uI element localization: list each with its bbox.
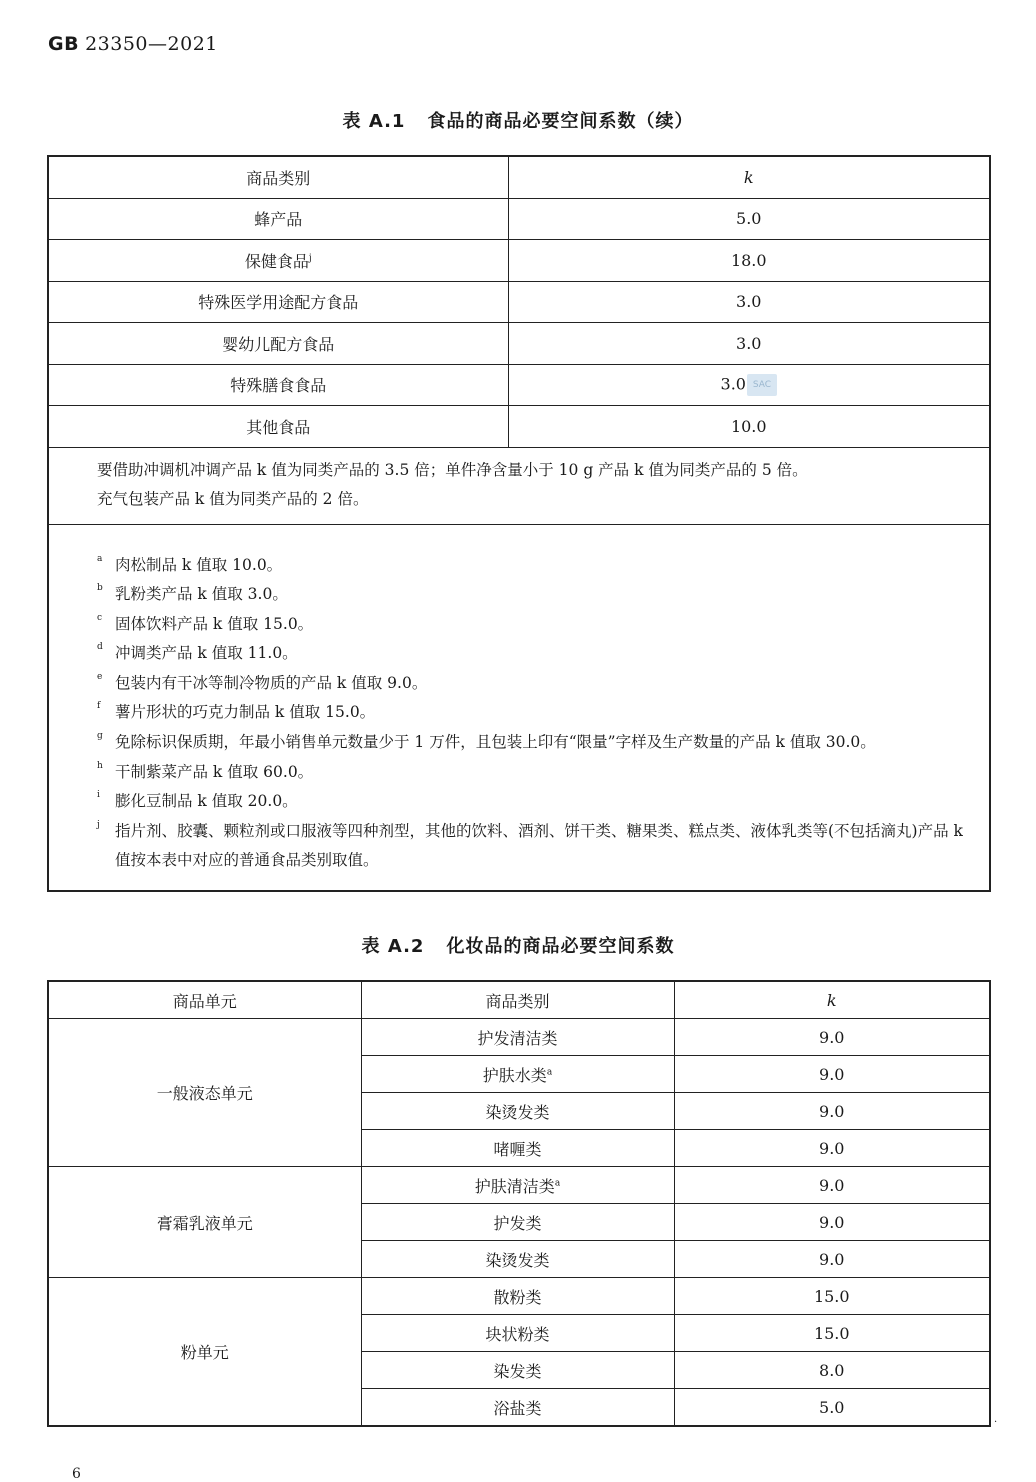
category-cell: 护肤水类$^a$ — [361, 1056, 674, 1093]
table-a2-caption-number: 表 A.2 — [361, 936, 425, 957]
category-cell: 特殊膳食食品 — [48, 364, 508, 406]
table-row — [48, 406, 990, 448]
table-a1-notes-row — [48, 447, 990, 524]
k-value-cell: 18.0 — [508, 240, 990, 282]
k-value-cell: 9.0 — [674, 1167, 990, 1204]
footnote-ref: a — [546, 1067, 553, 1078]
table-a2-caption-title: 化妆品的商品必要空间系数 — [446, 936, 675, 957]
table-a2 — [47, 980, 991, 1427]
table-note — [48, 447, 990, 524]
footnote-a: a 肉松制品 k 值取 10.0。 — [97, 553, 283, 574]
footnotes — [48, 524, 990, 891]
category-cell: 散粉类 — [361, 1278, 674, 1315]
table-a1-caption-number: 表 A.1 — [342, 111, 406, 132]
category-cell: 护肤清洁类$^a$ — [361, 1167, 674, 1204]
category-cell: 护发类 — [361, 1204, 674, 1241]
column-header-k: k — [674, 981, 990, 1019]
category-cell: 保健食品$^j$ — [48, 240, 508, 282]
table-a2-caption — [0, 932, 1036, 958]
k-value-cell: 15.0 — [674, 1315, 990, 1352]
category-cell: 浴盐类 — [361, 1389, 674, 1427]
table-row — [48, 281, 990, 323]
category-cell: 染烫发类 — [361, 1093, 674, 1130]
k-value-cell: 15.0 — [674, 1278, 990, 1315]
k-value-cell: 3.0 — [508, 323, 990, 365]
table-row — [48, 198, 990, 240]
footnote-ref: a — [554, 1178, 561, 1189]
table-row — [48, 1167, 990, 1204]
unit-cell: 膏霜乳液单元 — [48, 1167, 361, 1278]
note-line: 要借助冲调机冲调产品 k 值为同类产品的 3.5 倍；单件净含量小于 10 g 产品 k 值为同类产品的 5 倍。 — [97, 460, 808, 479]
category-cell: 护发清洁类 — [361, 1019, 674, 1056]
footnote-j: j 指片剂、胶囊、颗粒剂或口服液等四种剂型，其他的饮料、酒剂、饼干类、糖果类、糕点类、液体乳类等(不包括滴丸)产品 k 值按本表中对应的普通食品类别取值。 — [97, 819, 963, 870]
category-cell: 其他食品 — [48, 406, 508, 448]
table-a1-caption — [0, 107, 1036, 133]
k-value-cell: 8.0 — [674, 1352, 990, 1389]
unit-cell: 粉单元 — [48, 1278, 361, 1427]
k-value-cell: 5.0 — [508, 198, 990, 240]
k-value-cell: 9.0 — [674, 1130, 990, 1167]
table-row — [48, 323, 990, 365]
footnote-c: c 固体饮料产品 k 值取 15.0。 — [97, 612, 314, 633]
table-row — [48, 240, 990, 282]
table-a1-caption-title: 食品的商品必要空间系数（续） — [427, 111, 694, 132]
footnote-f: f 薯片形状的巧克力制品 k 值取 15.0。 — [97, 701, 376, 722]
k-value-cell: 9.0 — [674, 1241, 990, 1278]
footnote-ref: j — [308, 253, 312, 264]
page-number: 6 — [72, 1466, 81, 1482]
column-header-unit: 商品单元 — [48, 981, 361, 1019]
k-value-cell: 3.0 — [508, 281, 990, 323]
footnote-h: h 干制紫菜产品 k 值取 60.0。 — [97, 760, 314, 781]
margin-dot: . — [994, 1414, 998, 1425]
footnote-i: i 膨化豆制品 k 值取 20.0。 — [97, 790, 298, 811]
table-row — [48, 1278, 990, 1315]
footnote-e: e 包装内有干冰等制冷物质的产品 k 值取 9.0。 — [97, 671, 428, 692]
table-a1 — [47, 155, 991, 892]
column-header-category: 商品类别 — [361, 981, 674, 1019]
table-row — [48, 1019, 990, 1056]
table-row — [48, 364, 990, 406]
category-cell: 婴幼儿配方食品 — [48, 323, 508, 365]
k-value-cell: 9.0 — [674, 1093, 990, 1130]
k-value-cell: 9.0 — [674, 1204, 990, 1241]
table-a1-footnotes-row — [48, 524, 990, 891]
category-cell: 染烫发类 — [361, 1241, 674, 1278]
category-cell: 蜂产品 — [48, 198, 508, 240]
k-value-cell: 9.0 — [674, 1019, 990, 1056]
standard-number: 23350—2021 — [85, 33, 218, 55]
column-header-k: k — [508, 156, 990, 198]
document-header — [48, 33, 218, 55]
footnote-g: g 免除标识保质期，年最小销售单元数量少于 1 万件，且包装上印有“限量”字样及生产数量的产品 k 值取 30.0。 — [97, 731, 876, 752]
k-value-cell: 9.0 — [674, 1056, 990, 1093]
k-value-cell: 3.0 SAC — [508, 364, 990, 406]
footnote-d: d 冲调类产品 k 值取 11.0。 — [97, 642, 298, 663]
table-a1-header-row — [48, 156, 990, 198]
category-cell: 块状粉类 — [361, 1315, 674, 1352]
footnote-b: b 乳粉类产品 k 值取 3.0。 — [97, 583, 288, 604]
k-value-cell: 5.0 — [674, 1389, 990, 1427]
k-value-cell: 10.0 — [508, 406, 990, 448]
category-cell: 啫喱类 — [361, 1130, 674, 1167]
standard-code: GB — [48, 33, 80, 55]
category-cell: 特殊医学用途配方食品 — [48, 281, 508, 323]
note-line: 充气包装产品 k 值为同类产品的 2 倍。 — [97, 489, 369, 508]
watermark-logo: SAC — [747, 374, 777, 396]
column-header-category: 商品类别 — [48, 156, 508, 198]
table-a2-header-row — [48, 981, 990, 1019]
unit-cell: 一般液态单元 — [48, 1019, 361, 1167]
category-cell: 染发类 — [361, 1352, 674, 1389]
